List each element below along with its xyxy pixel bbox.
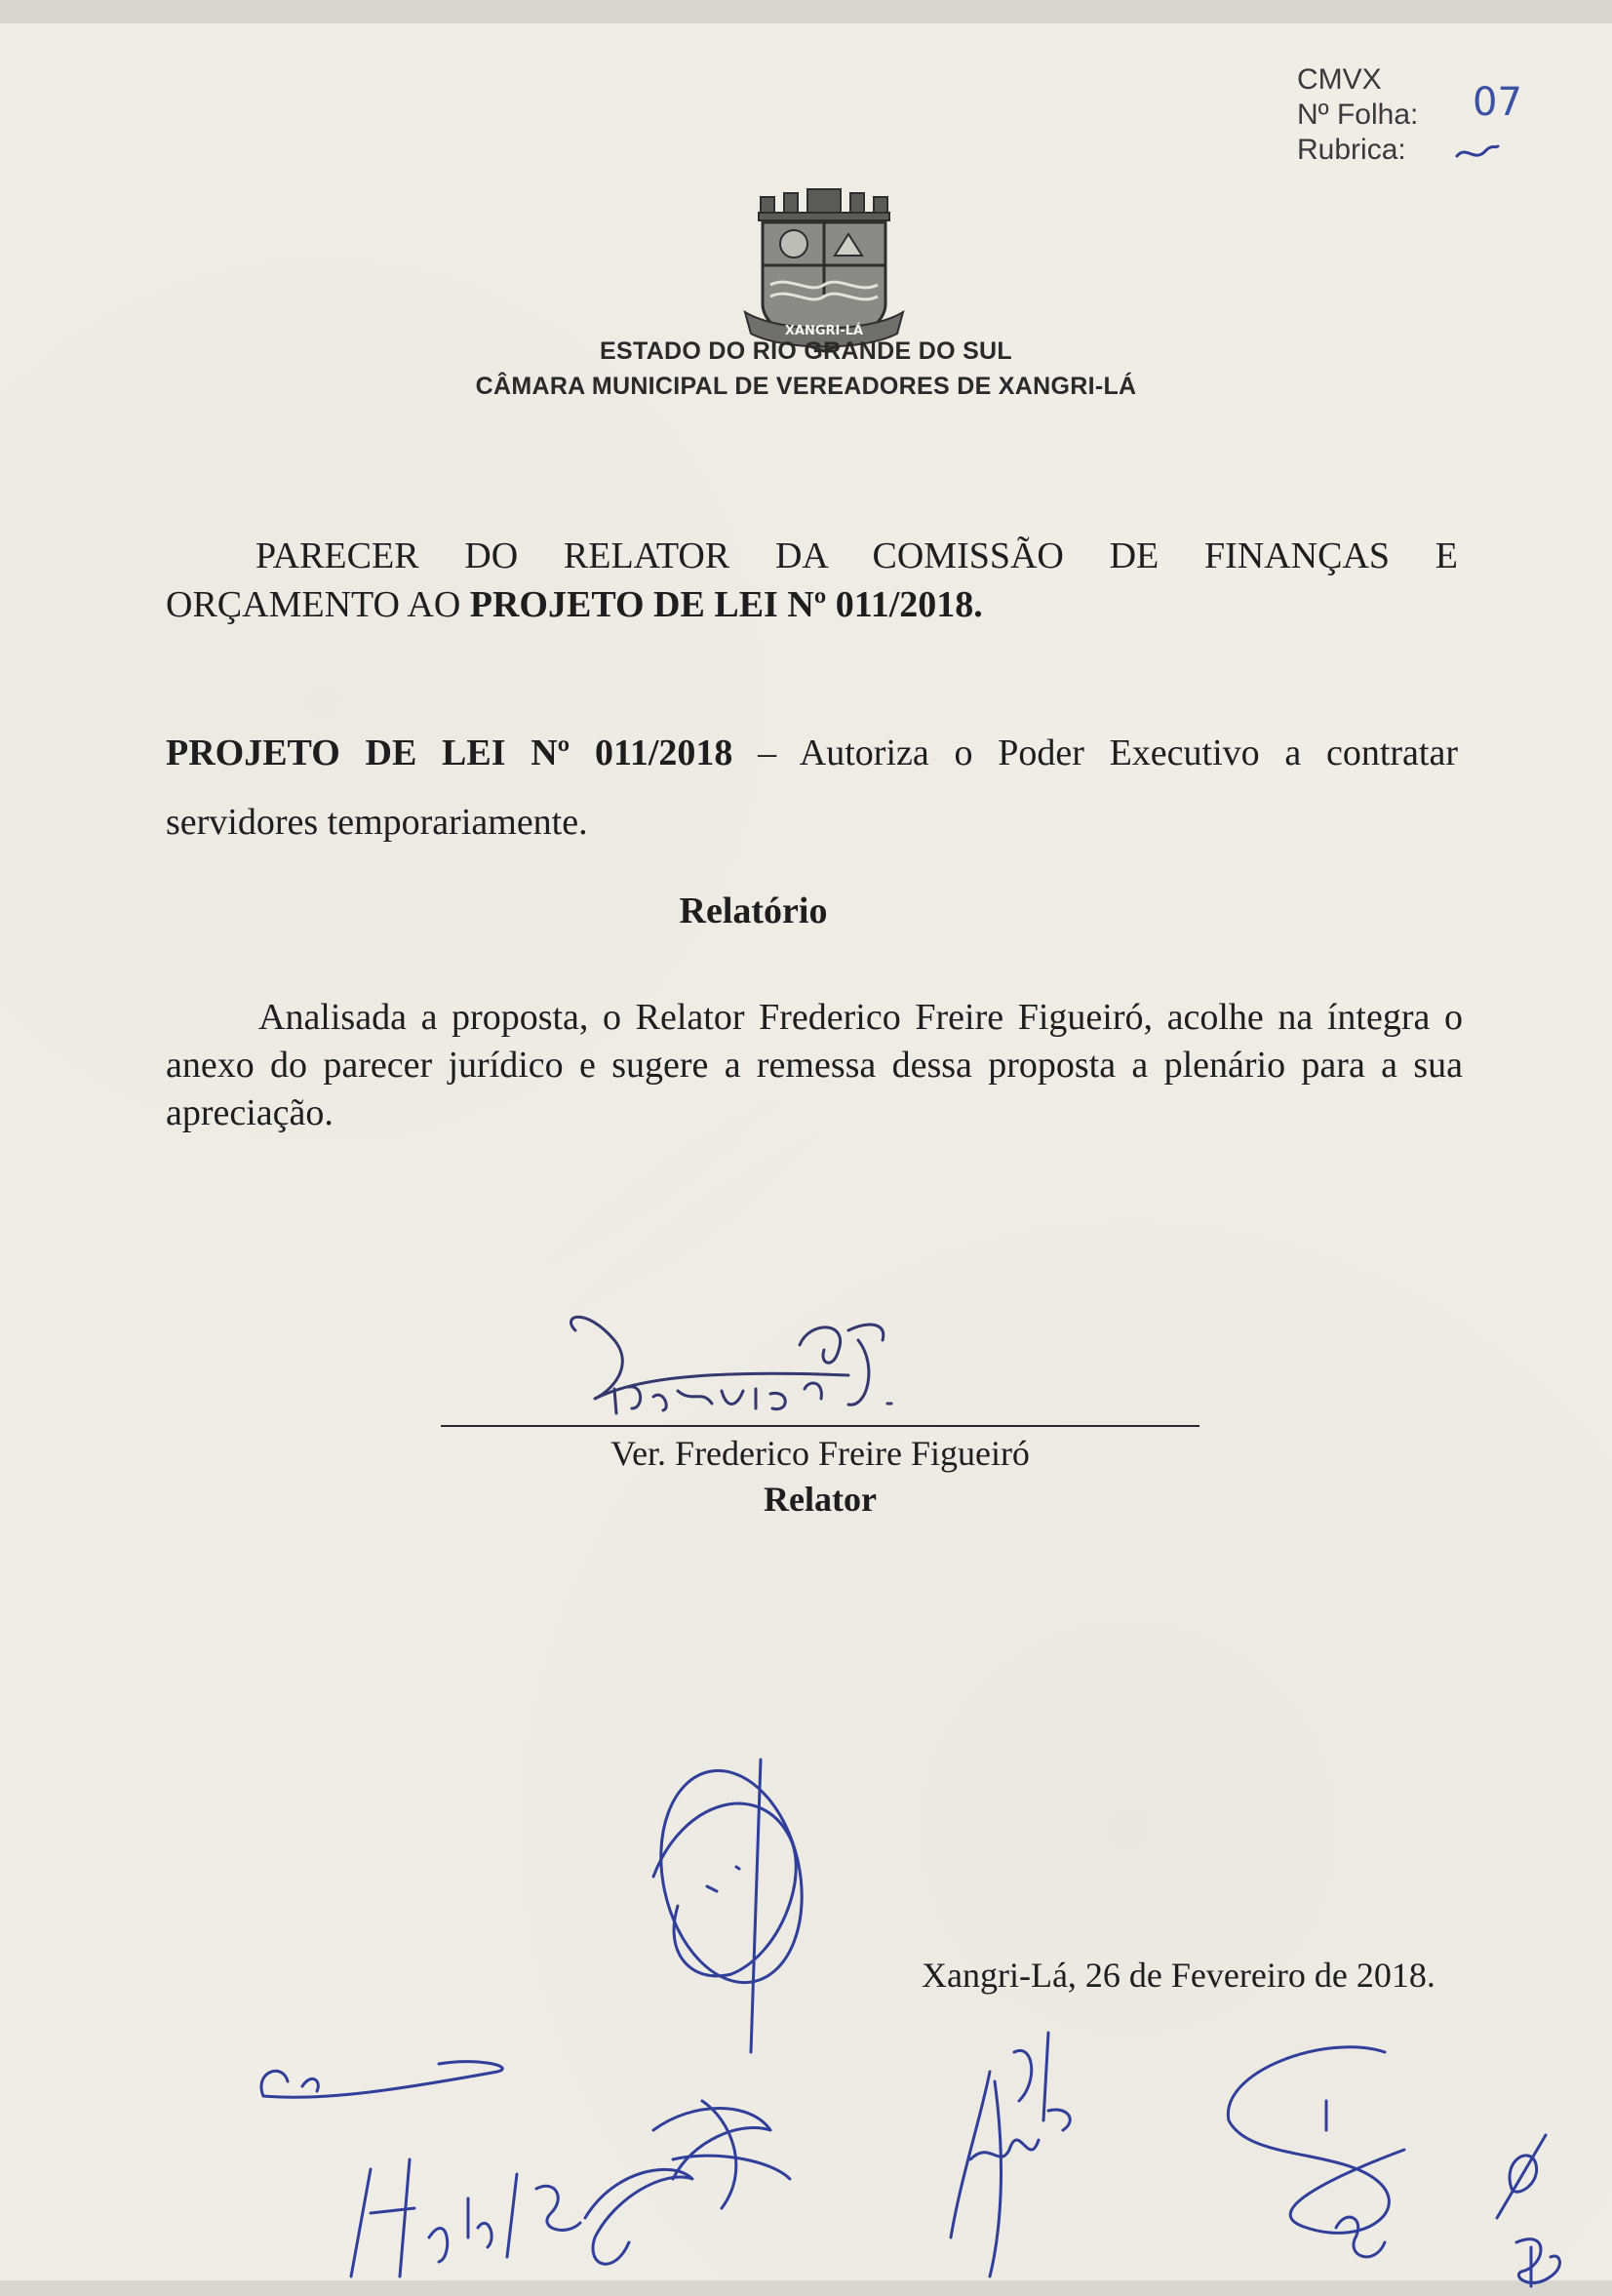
protocol-stamp — [1297, 62, 1418, 168]
municipal-crest-icon — [741, 187, 907, 358]
committee-signature-5-icon — [1492, 2130, 1580, 2296]
committee-signature-1-icon — [624, 1760, 839, 2052]
title-line-2-bold: PROJETO DE LEI Nº 011/2018. — [469, 584, 983, 625]
project-line-2: servidores temporariamente. — [166, 802, 588, 843]
report-heading: Relatório — [679, 891, 828, 931]
rapporteur-signature-icon — [556, 1311, 946, 1418]
crest-ribbon-text: XANGRI-LÁ — [784, 324, 864, 338]
committee-signature-2-icon — [244, 2042, 878, 2296]
committee-signature-3-icon — [941, 2013, 1117, 2286]
stamp-folha-label: Nº Folha: — [1297, 99, 1419, 131]
header-chamber: CÂMARA MUNICIPAL DE VEREADORES DE XANGRI-LÁ — [475, 373, 1137, 400]
stamp-org: CMVX — [1297, 63, 1382, 96]
header-state: ESTADO DO RIO GRANDE DO SUL — [600, 337, 1012, 365]
title-line-1: PARECER DO RELATOR DA COMISSÃO DE FINANÇAS E — [256, 535, 1458, 576]
date-place: Xangri-Lá, 26 de Fevereiro de 2018. — [922, 1956, 1435, 1995]
project-line-1 — [166, 731, 1458, 775]
committee-signature-4-icon — [1190, 2033, 1443, 2276]
document-page — [0, 23, 1612, 2280]
title-line-2-plain: ORÇAMENTO AO — [166, 584, 470, 625]
report-paragraph: Analisada a proposta, o Relator Frederico Freire Figueiró, acolhe na íntegra o anexo do parecer jurídico e sugere a remessa dessa proposta a plenário para a sua apreciação. — [166, 997, 1463, 1133]
rubrica-initial-icon — [1453, 139, 1502, 168]
signature-role: Relator — [764, 1480, 877, 1519]
signature-line — [441, 1425, 1199, 1427]
stamp-rubrica-label: Rubrica: — [1297, 134, 1406, 166]
stamp-folha-value: 07 — [1473, 80, 1522, 125]
signature-name: Ver. Frederico Freire Figueiró — [610, 1434, 1030, 1473]
title-line-2 — [166, 582, 1458, 627]
project-number: PROJETO DE LEI Nº 011/2018 — [166, 732, 733, 773]
project-description-start: – Autoriza o Poder Executivo a contratar — [732, 732, 1458, 773]
